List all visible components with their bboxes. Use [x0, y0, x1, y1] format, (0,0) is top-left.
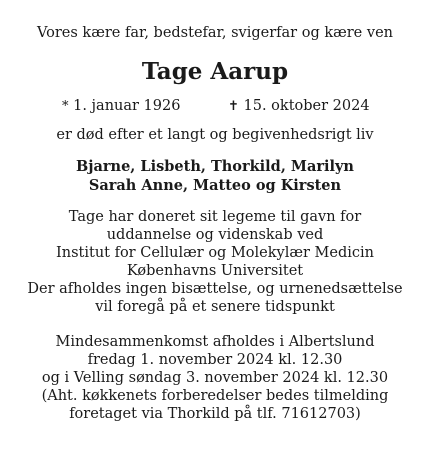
memorial-text-line: Mindesammenkomst afholdes i Albertslund	[55, 334, 375, 350]
donation-text-line: Tage har doneret sit legeme til gavn for	[68, 209, 362, 225]
death-statement: er død efter et langt og begivenhedsrigt liv	[56, 127, 374, 143]
birth-date: 1. januar 1926	[73, 98, 181, 114]
deceased-name: Tage Aarup	[141, 58, 289, 85]
memorial-text-line: og i Velling søndag 3. november 2024 kl. 12.30	[41, 370, 389, 386]
intro-text: Vores kære far, bedstefar, svigerfar og kære ven	[37, 25, 393, 41]
donation-text-line: Københavns Universitet	[126, 263, 304, 279]
birth-date-group	[62, 97, 180, 116]
donation-text-line: uddannelse og videnskab ved	[106, 227, 324, 243]
memorial-text-line: foretaget via Thorkild på tlf. 71612703)	[69, 406, 361, 422]
death-date-group	[228, 97, 370, 116]
death-cross-icon: ✝	[228, 99, 239, 114]
memorial-text-line: (Aht. køkkenets forberedelser bedes tilmelding	[41, 388, 389, 404]
donation-text-line: Der afholdes ingen bisættelse, og urnenedsættelse	[27, 281, 403, 297]
family-names-line: Sarah Anne, Matteo og Kirsten	[88, 177, 342, 194]
birth-star-icon: *	[62, 99, 69, 114]
memorial-text-line: fredag 1. november 2024 kl. 12.30	[87, 352, 343, 368]
family-names-line: Bjarne, Lisbeth, Thorkild, Marilyn	[76, 158, 354, 175]
death-date: 15. oktober 2024	[243, 98, 370, 114]
donation-text-line: Institut for Cellulær og Molekylær Medicin	[56, 245, 374, 261]
donation-text-line: vil foregå på et senere tidspunkt	[95, 299, 335, 315]
